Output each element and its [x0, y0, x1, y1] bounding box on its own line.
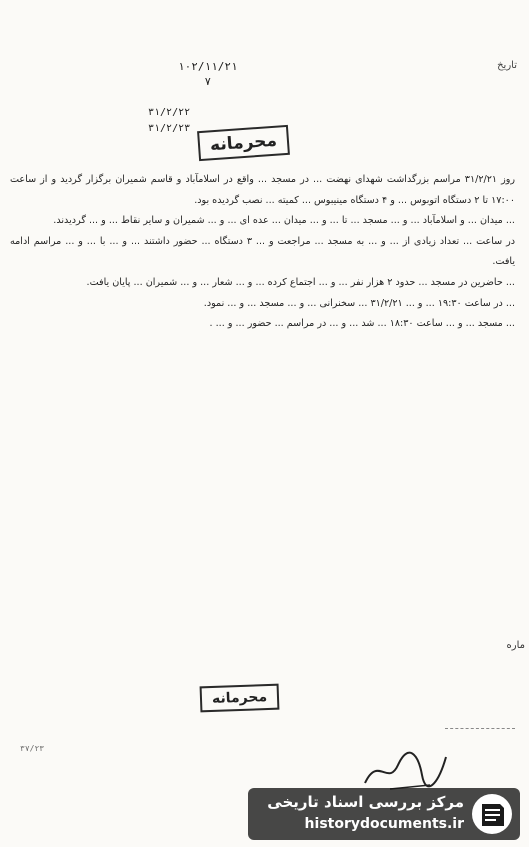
reference-number-line2: ۷: [204, 75, 212, 88]
watermark-url: historydocuments.ir: [304, 816, 464, 832]
body-paragraph: ... در ساعت ۱۹:۳۰ ... و ... ۳۱/۲/۲۱ ... سخنرانی ... و ... مسجد ... و ... نمود.: [203, 297, 515, 309]
reference-number-line1: ۱۰۲/۱۱/۲۱: [178, 60, 238, 73]
body-paragraph: ... مسجد ... و ... ساعت ۱۸:۳۰ ... شد ... و ... در مراسم ... حضور ... و ... .: [209, 318, 515, 330]
distribution-list: [20, 742, 140, 755]
date-line-1: ۳۱/۲/۲۲: [148, 107, 191, 118]
distribution-line: ۳۷/۲۳: [20, 744, 45, 753]
reference-number: [178, 60, 238, 88]
margin-note: ماره: [506, 640, 525, 651]
date-line-2: ۳۱/۲/۲۳: [148, 123, 191, 134]
document-body: [10, 170, 515, 335]
archive-logo-icon: [470, 792, 514, 836]
watermark: [248, 788, 520, 840]
body-paragraph: ... حاضرین در مسجد ... حدود ۲ هزار نفر ... و ... اجتماع کرده ... و ... شعار ... و ... شمیران ... پایان یافت.: [86, 276, 515, 288]
seal-line: [445, 712, 515, 729]
body-paragraph: ... میدان ... و اسلامآباد ... و ... مسجد ... تا ... و ... میدان ... عده ای ... و ... شمیران و سایر نقاط ... و ... گردیدند.: [53, 215, 515, 227]
confidential-stamp-bottom: محرمانه: [200, 684, 280, 713]
document-title: [0, 10, 529, 25]
body-paragraph: روز ۳۱/۲/۲۱ مراسم بزرگداشت شهدای نهضت ... در مسجد ... واقع در اسلامآباد و قاسم شمیران برگزار گردید و از ساعت ۱۷:۰۰ تا ۲ دستگاه اتوبوس ... و ۴ دستگاه مینیبوس ... کمیته ... نصب گردیده بود.: [10, 174, 515, 206]
confidential-stamp-top: محرمانه: [197, 125, 290, 161]
watermark-persian: مرکز بررسی اسناد تاریخی: [267, 793, 464, 811]
header-fields: [287, 55, 517, 76]
date-block: [148, 105, 190, 137]
body-paragraph: در ساعت ... تعداد زیادی از ... و ... به مسجد ... مراجعت و ... ۳ دستگاه ... حضور داشتند ... و ... با ... و ... مراسم ادامه یافت.: [10, 235, 515, 268]
header-field-label: تاریخ: [497, 60, 517, 71]
